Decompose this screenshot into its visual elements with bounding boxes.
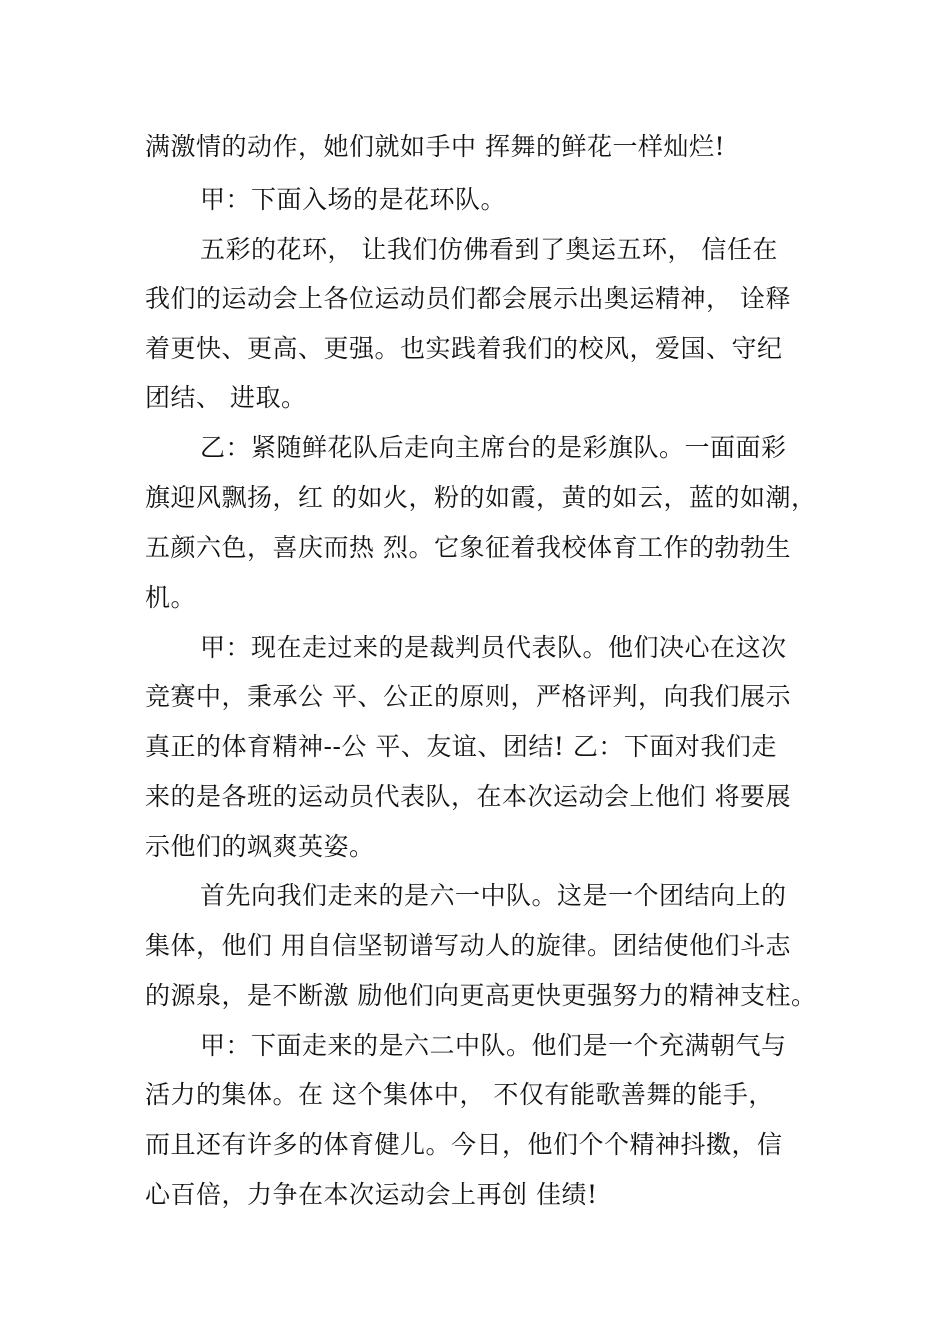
text-line: 我们的运动会上各位运动员们都会展示出奥运精神， 诠释 (145, 284, 791, 313)
text-line: 乙：紧随鲜花队后走向主席台的是彩旗队。一面面彩 (200, 433, 787, 462)
text-line: 甲：下面走来的是六二中队。他们是一个充满朝气与 (200, 1031, 787, 1060)
text-line: 首先向我们走来的是六一中队。这是一个团结向上的 (200, 881, 787, 910)
text-line: 的源泉，是不断激 励他们向更高更快更强努力的精神支柱。 (145, 981, 817, 1010)
text-line: 心百倍，力争在本次运动会上再创 佳绩! (145, 1180, 598, 1209)
text-line: 甲：现在走过来的是裁判员代表队。他们决心在这次 (200, 633, 787, 662)
text-line: 活力的集体。在 这个集体中， 不仅有能歌善舞的能手， (145, 1080, 774, 1109)
text-line: 甲：下面入场的是花环队。 (200, 185, 507, 214)
text-line: 着更快、更高、更强。也实践着我们的校风，爱国、守纪 (145, 334, 783, 363)
text-line: 而且还有许多的体育健儿。今日，他们个个精神抖擞，信 (145, 1130, 783, 1159)
text-line: 旗迎风飘扬，红 的如火，粉的如霞，黄的如云，蓝的如潮， (145, 483, 817, 512)
text-line: 五颜六色，喜庆而热 烈。它象征着我校体育工作的勃勃生 (145, 533, 791, 562)
text-line: 机。 (145, 583, 197, 612)
text-line: 团结、 进取。 (145, 383, 307, 412)
text-line: 集体，他们 用自信坚韧谱写动人的旋律。团结使他们斗志 (145, 931, 791, 960)
text-line: 竞赛中，秉承公 平、公正的原则，严格评判，向我们展示 (145, 682, 791, 711)
text-line: 示他们的飒爽英姿。 (145, 832, 375, 861)
text-line: 五彩的花环， 让我们仿佛看到了奥运五环， 信任在 (200, 235, 778, 264)
text-line: 来的是各班的运动员代表队，在本次运动会上他们 将要展 (145, 782, 791, 811)
text-line: 满激情的动作，她们就如手中 挥舞的鲜花一样灿烂! (145, 132, 725, 161)
text-line: 真正的体育精神--公 平、友谊、团结! 乙：下面对我们走 (145, 732, 777, 761)
